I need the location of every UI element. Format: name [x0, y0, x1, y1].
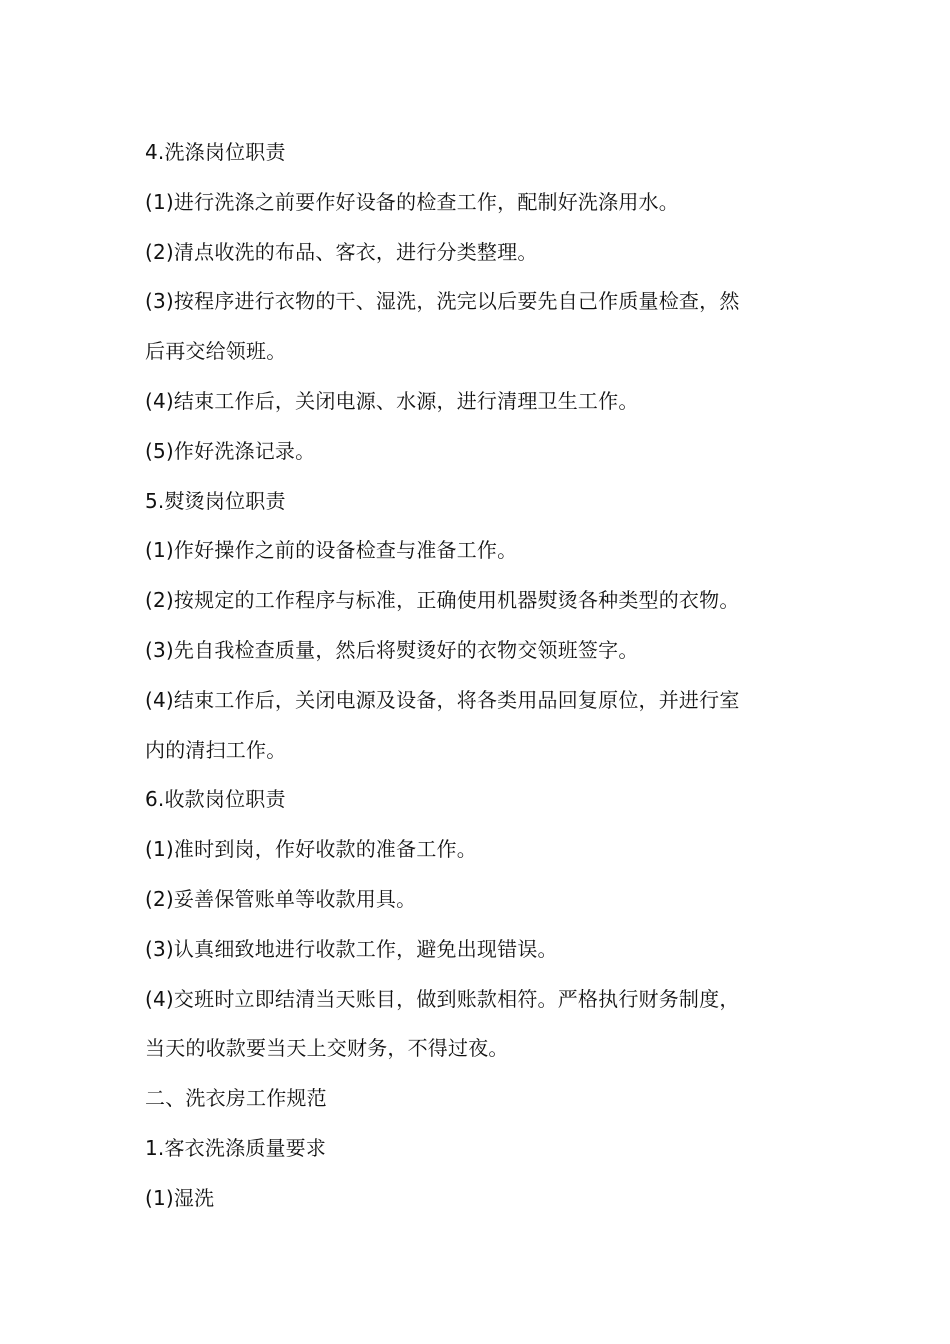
paragraph-line: (1)进行洗涤之前要作好设备的检查工作，配制好洗涤用水。	[145, 189, 679, 214]
paragraph-line: (5)作好洗涤记录。	[145, 438, 316, 463]
paragraph-line: (3)按程序进行衣物的干、湿洗，洗完以后要先自己作质量检查，然	[145, 289, 740, 314]
paragraph-line: (1)准时到岗，作好收款的准备工作。	[145, 837, 477, 862]
paragraph-line: 内的清扫工作。	[145, 737, 287, 762]
paragraph-line: (2)清点收洗的布品、客衣，进行分类整理。	[145, 239, 538, 264]
paragraph-line: (2)按规定的工作程序与标准，正确使用机器熨烫各种类型的衣物。	[145, 588, 740, 613]
section-heading-guest-laundry-quality: 1.客衣洗涤质量要求	[145, 1135, 327, 1160]
paragraph-line: (3)先自我检查质量，然后将熨烫好的衣物交领班签字。	[145, 637, 639, 662]
section-heading-cashier-duties: 6.收款岗位职责	[145, 787, 286, 812]
paragraph-line: (1)湿洗	[145, 1185, 215, 1210]
paragraph-line: (3)认真细致地进行收款工作，避免出现错误。	[145, 936, 558, 961]
paragraph-line: 后再交给领班。	[145, 339, 287, 364]
paragraph-line: (4)结束工作后，关闭电源、水源，进行清理卫生工作。	[145, 388, 639, 413]
section-heading-ironing-duties: 5.熨烫岗位职责	[145, 488, 286, 513]
chapter-heading-laundry-work-norms: 二、洗衣房工作规范	[145, 1086, 327, 1111]
paragraph-line: 当天的收款要当天上交财务，不得过夜。	[145, 1036, 509, 1061]
paragraph-line: (4)结束工作后，关闭电源及设备，将各类用品回复原位，并进行室	[145, 687, 740, 712]
paragraph-line: (1)作好操作之前的设备检查与准备工作。	[145, 538, 518, 563]
paragraph-line: (2)妥善保管账单等收款用具。	[145, 886, 417, 911]
document-body	[145, 128, 810, 1224]
paragraph-line: (4)交班时立即结清当天账目，做到账款相符。严格执行财务制度，	[145, 986, 740, 1011]
section-heading-washing-duties: 4.洗涤岗位职责	[145, 140, 286, 164]
